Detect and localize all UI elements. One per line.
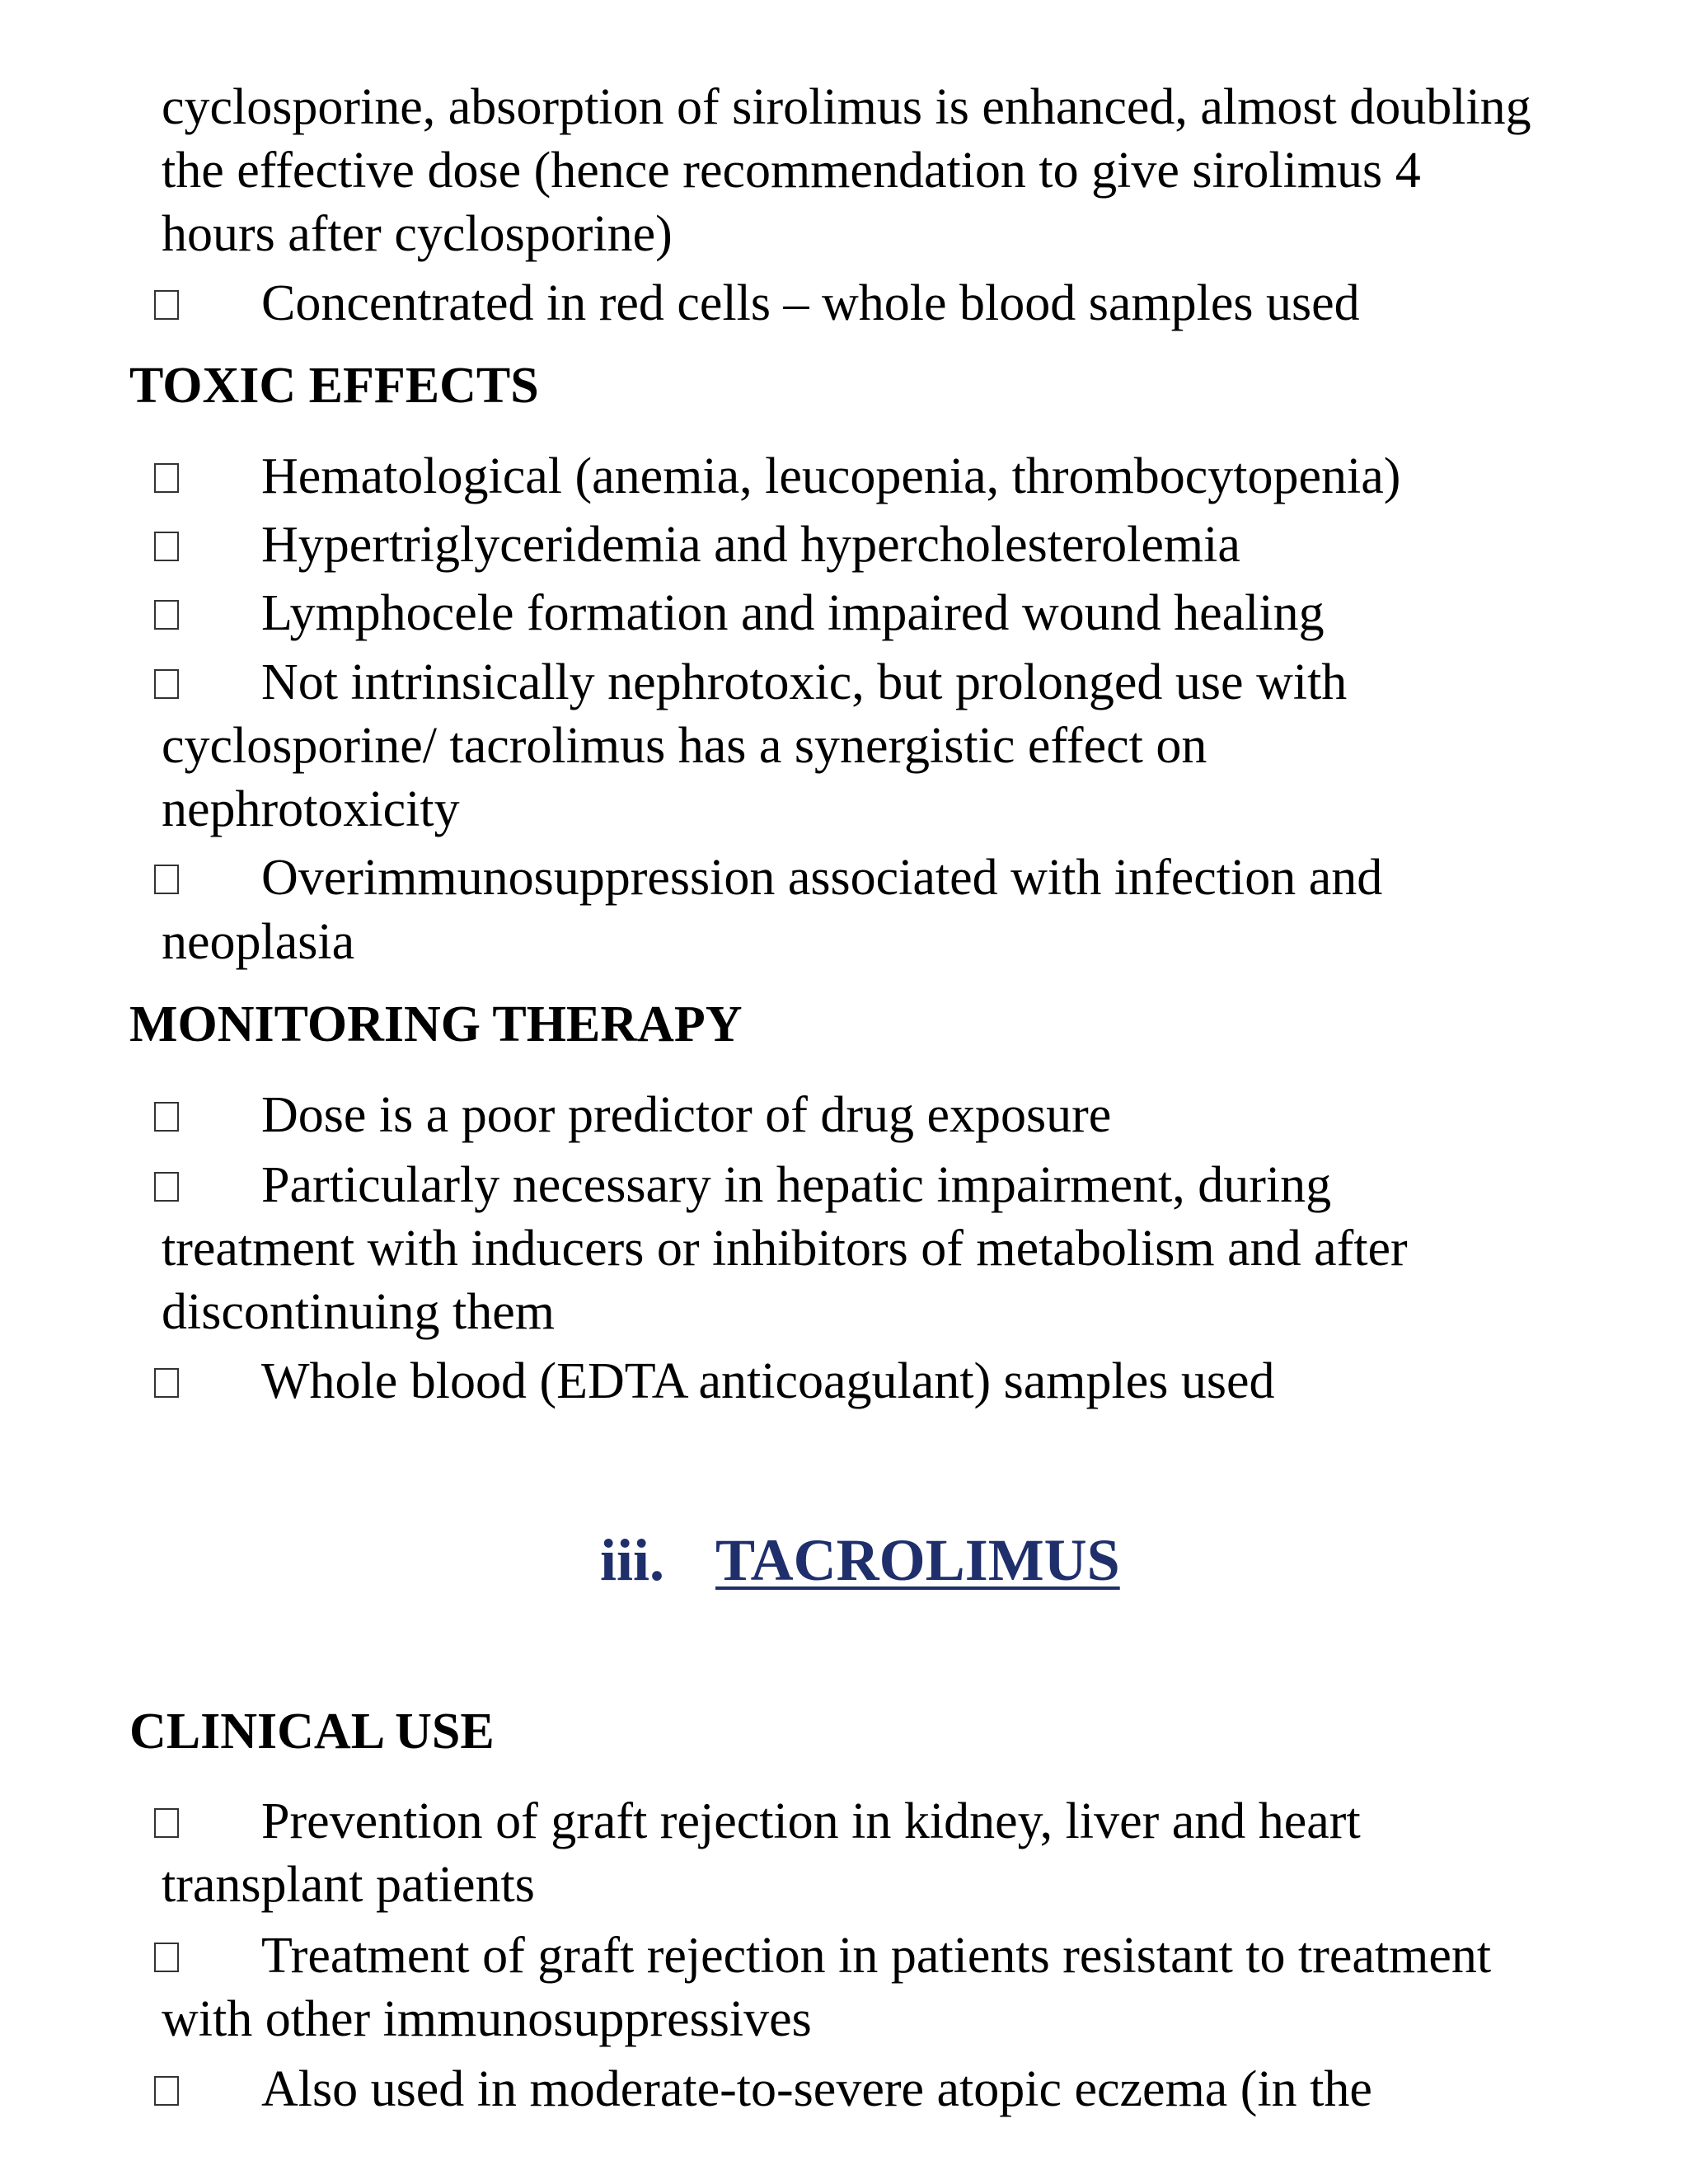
checkbox-icon: [154, 532, 179, 561]
checkbox-icon: [154, 600, 179, 630]
list-item-text: Also used in moderate-to-severe atopic eczema (in the: [261, 2061, 1372, 2117]
section-name: TACROLIMUS: [715, 1527, 1120, 1593]
checkbox-icon: [154, 1102, 179, 1132]
section-heading-toxic-effects: TOXIC EFFECTS: [129, 358, 539, 414]
list-item-text: Whole blood (EDTA anticoagulant) samples used: [261, 1353, 1275, 1409]
checkbox-icon: [154, 1943, 179, 1972]
checkbox-icon: [154, 865, 179, 894]
list-item-continuation: treatment with inducers or inhibitors of metabolism and after: [162, 1221, 1408, 1277]
section-heading-monitoring-therapy: MONITORING THERAPY: [129, 996, 743, 1052]
list-item-continuation: transplant patients: [162, 1857, 535, 1913]
checkbox-icon: [154, 2076, 179, 2106]
intro-line-1: cyclosporine, absorption of sirolimus is enhanced, almost doubling: [162, 79, 1531, 135]
checkbox-icon: [154, 290, 179, 320]
list-item-continuation: nephrotoxicity: [162, 781, 460, 837]
list-item-continuation: discontinuing them: [162, 1284, 556, 1340]
list-item-text: Concentrated in red cells – whole blood samples used: [261, 275, 1360, 331]
list-item-text: Dose is a poor predictor of drug exposure: [261, 1087, 1112, 1143]
section-heading-clinical-use: CLINICAL USE: [129, 1704, 495, 1760]
checkbox-icon: [154, 1808, 179, 1838]
list-item-continuation: cyclosporine/ tacrolimus has a synergistic effect on: [162, 718, 1207, 774]
list-item-text: Prevention of graft rejection in kidney, liver and heart: [261, 1793, 1361, 1849]
checkbox-icon: [154, 1172, 179, 1202]
list-item-text: Hypertriglyceridemia and hypercholesterolemia: [261, 517, 1240, 573]
list-item-text: Treatment of graft rejection in patients resistant to treatment: [261, 1928, 1492, 1984]
list-item-text: Not intrinsically nephrotoxic, but prolonged use with: [261, 654, 1348, 710]
list-item-continuation: neoplasia: [162, 914, 355, 970]
checkbox-icon: [154, 1368, 179, 1398]
intro-line-3: hours after cyclosporine): [162, 206, 673, 262]
intro-line-2: the effective dose (hence recommendation to give sirolimus 4: [162, 143, 1421, 199]
list-item-text: Particularly necessary in hepatic impairment, during: [261, 1157, 1332, 1213]
checkbox-icon: [154, 463, 179, 493]
list-item-text: Lymphocele formation and impaired wound healing: [261, 585, 1325, 641]
checkbox-icon: [154, 669, 179, 699]
section-number: iii.: [600, 1527, 665, 1593]
list-item-text: Overimmunosuppression associated with infection and: [261, 850, 1383, 906]
list-item-continuation: with other immunosuppressives: [162, 1991, 812, 2047]
list-item-text: Hematological (anemia, leucopenia, thrombocytopenia): [261, 448, 1401, 504]
